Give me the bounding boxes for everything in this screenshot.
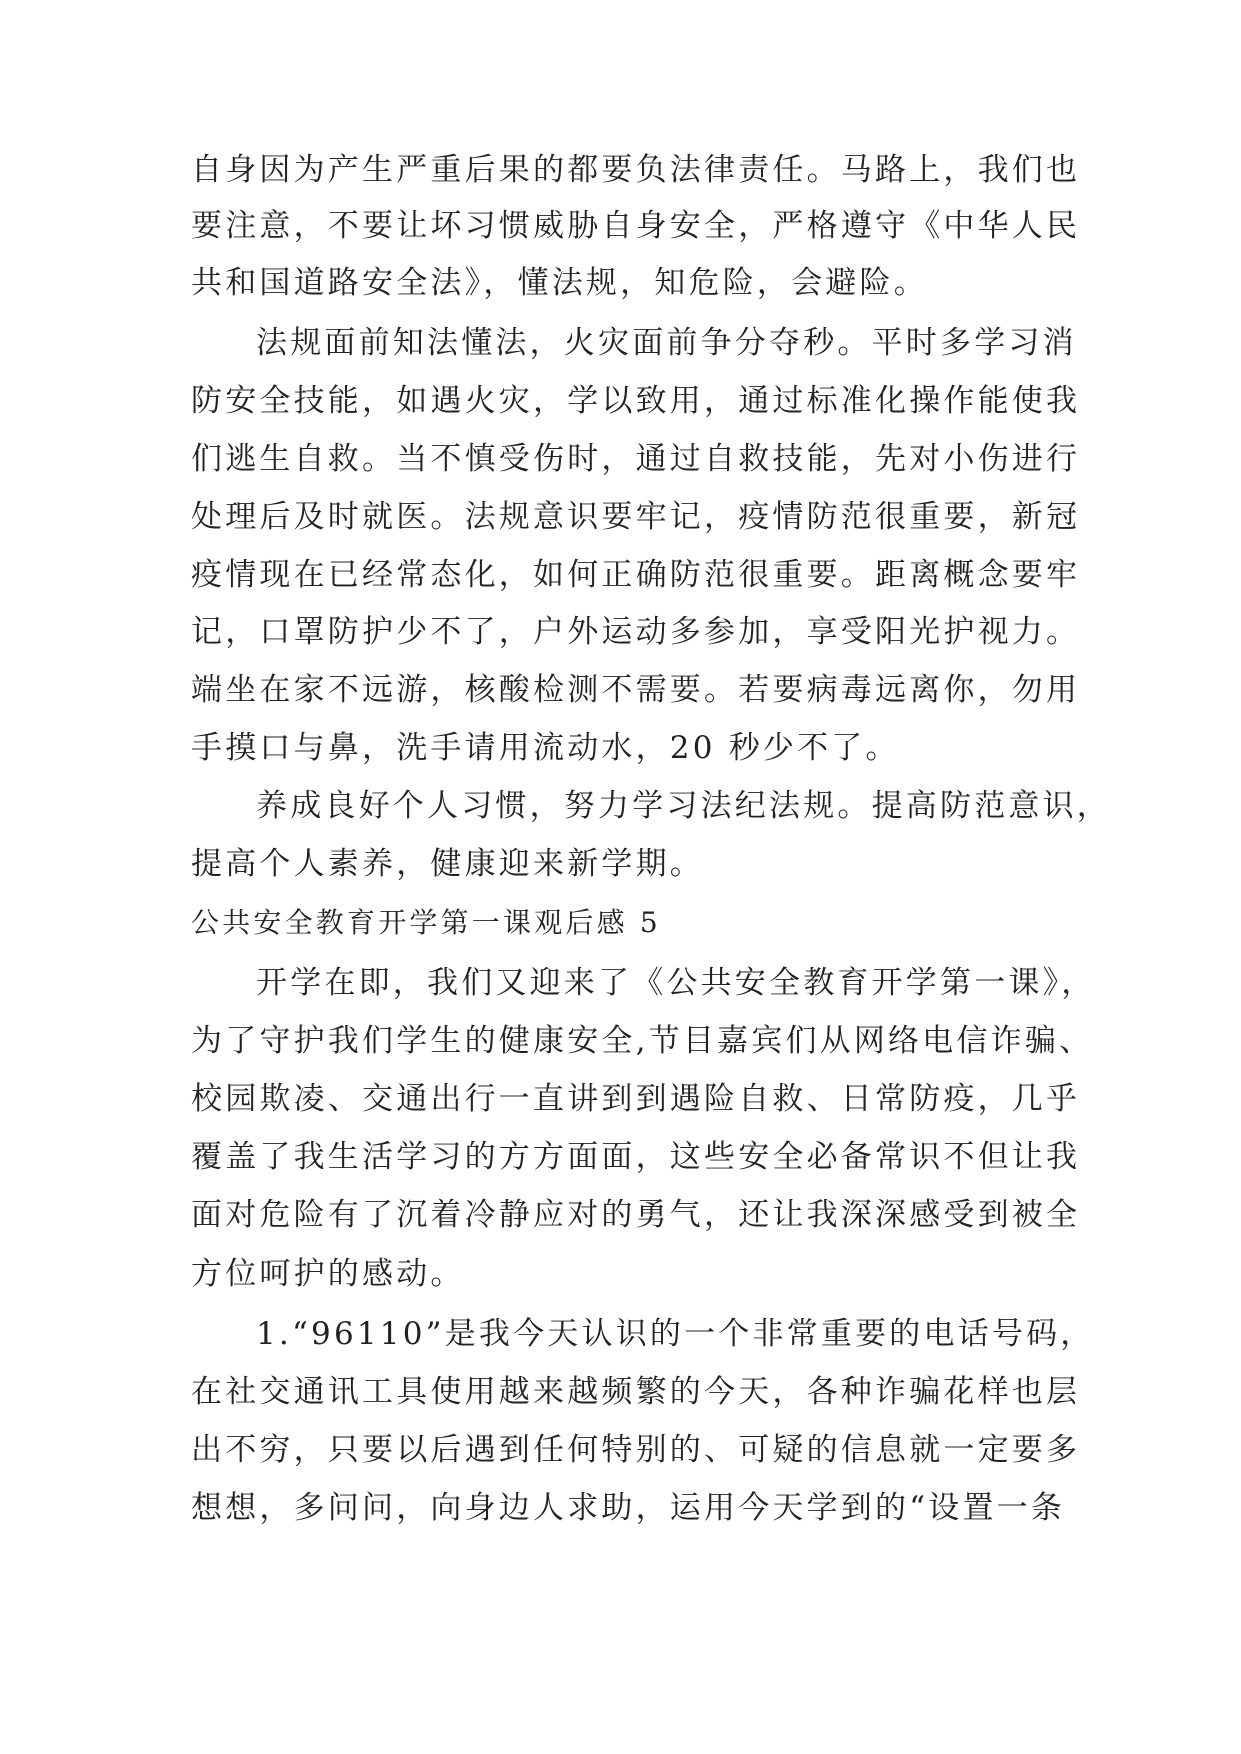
text-line: 防安全技能，如遇火灾，学以致用，通过标准化操作能使我 bbox=[191, 383, 1081, 419]
text-line: 要注意，不要让坏习惯威胁自身安全，严格遵守《中华人民 bbox=[191, 208, 1081, 244]
text-line: 自身因为产生严重后果的都要负法律责任。马路上，我们也 bbox=[191, 152, 1081, 188]
text-line: 手摸口与鼻，洗手请用流动水，20 秒少不了。 bbox=[191, 730, 900, 766]
paragraph-first-line: 养成良好个人习惯，努力学习法纪法规。提高防范意识， bbox=[256, 788, 1111, 824]
text-line: 校园欺凌、交通出行一直讲到到遇险自救、日常防疫，几乎 bbox=[191, 1081, 1081, 1117]
text-line: 出不穷，只要以后遇到任何特别的、可疑的信息就一定要多 bbox=[191, 1432, 1081, 1468]
text-line: 共和国道路安全法》，懂法规，知危险，会避险。 bbox=[191, 265, 928, 301]
text-line: 们逃生自救。当不慎受伤时，通过自救技能，先对小伤进行 bbox=[191, 441, 1081, 477]
text-line: 为了守护我们学生的健康安全,节目嘉宾们从网络电信诈骗、 bbox=[191, 1023, 1094, 1059]
text-line: 疫情现在已经常态化，如何正确防范很重要。距离概念要牢 bbox=[191, 557, 1081, 593]
paragraph-first-line: 法规面前知法懂法，火灾面前争分夺秒。平时多学习消 bbox=[256, 325, 1077, 361]
text-line: 覆盖了我生活学习的方方面面，这些安全必备常识不但让我 bbox=[191, 1139, 1081, 1175]
text-line: 在社交通讯工具使用越来越频繁的今天，各种诈骗花样也层 bbox=[191, 1374, 1081, 1410]
text-line: 方位呵护的感动。 bbox=[191, 1256, 465, 1292]
text-line: 记，口罩防护少不了，户外运动多参加，享受阳光护视力。 bbox=[191, 614, 1081, 650]
text-line: 面对危险有了沉着冷静应对的勇气，还让我深深感受到被全 bbox=[191, 1197, 1081, 1233]
text-line: 提高个人素养，健康迎来新学期。 bbox=[191, 846, 704, 882]
paragraph-first-line: 1.“96110”是我今天认识的一个非常重要的电话号码， bbox=[256, 1316, 1095, 1352]
section-heading: 公共安全教育开学第一课观后感 5 bbox=[191, 906, 661, 939]
text-line: 端坐在家不远游，核酸检测不需要。若要病毒远离你，勿用 bbox=[191, 672, 1081, 708]
paragraph-first-line: 开学在即，我们又迎来了《公共安全教育开学第一课》， bbox=[256, 965, 1096, 1001]
text-line: 想想，多问问，向身边人求助，运用今天学到的“设置一条 bbox=[191, 1490, 1066, 1526]
text-line: 处理后及时就医。法规意识要牢记，疫情防范很重要，新冠 bbox=[191, 499, 1081, 535]
